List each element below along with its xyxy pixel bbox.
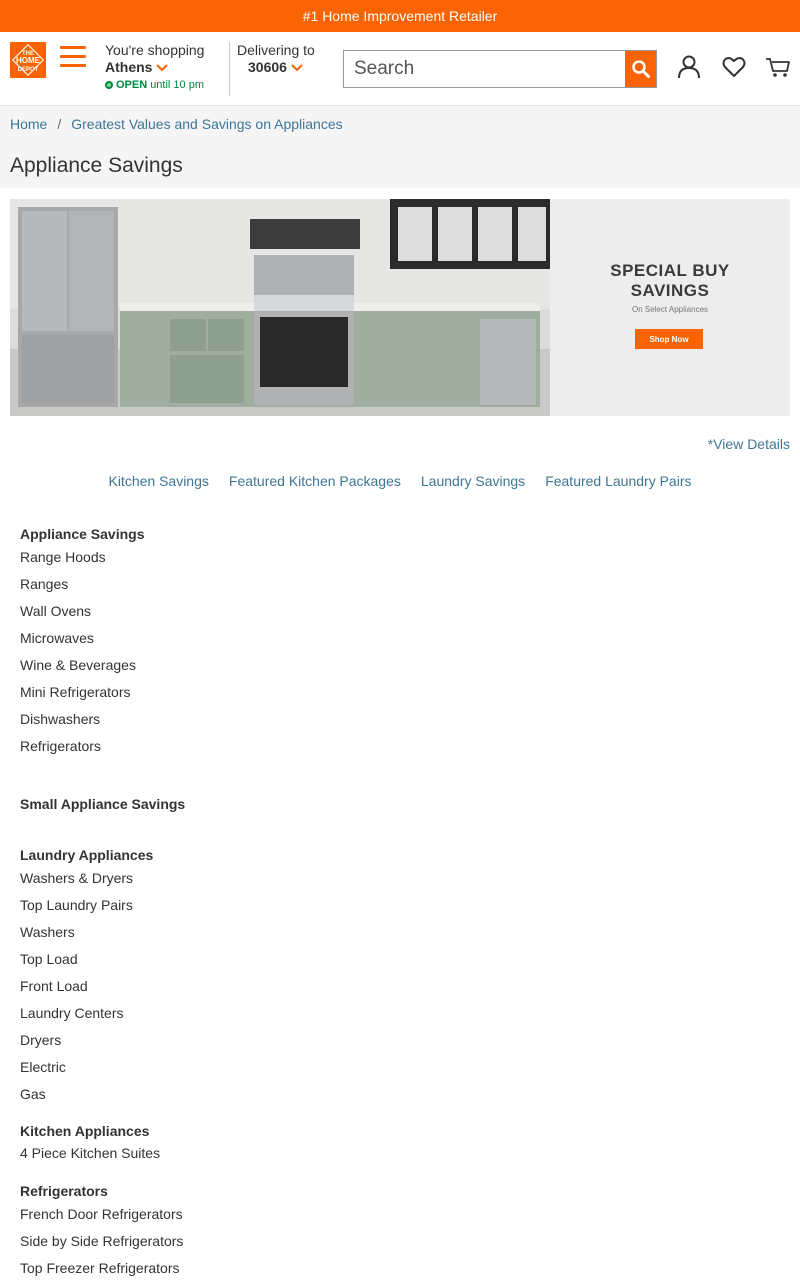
category-link[interactable]: Dryers <box>20 1032 62 1048</box>
promo-topbar <box>0 0 800 32</box>
store-selector[interactable] <box>105 42 225 92</box>
category-heading[interactable]: Refrigerators <box>20 1183 108 1199</box>
category-link[interactable]: Washers & Dryers <box>20 870 134 886</box>
cart-icon[interactable] <box>765 54 791 80</box>
category-link[interactable]: Top Freezer Refrigerators <box>20 1260 180 1276</box>
category-heading[interactable]: Appliance Savings <box>20 526 145 542</box>
category-link[interactable]: Laundry Centers <box>20 1005 124 1021</box>
view-details-link[interactable]: *View Details <box>707 436 790 452</box>
category-kitchen-appliances <box>20 1122 160 1167</box>
search-input[interactable] <box>344 51 625 87</box>
category-link[interactable]: Top Laundry Pairs <box>20 897 133 913</box>
breadcrumb <box>10 116 343 132</box>
account-icon[interactable] <box>676 54 702 80</box>
svg-text:THE: THE <box>22 51 34 57</box>
category-heading[interactable]: Small Appliance Savings <box>20 796 186 812</box>
category-link[interactable]: Wine & Beverages <box>20 657 136 673</box>
delivery-zip: 30606 <box>248 59 287 75</box>
search-bar <box>343 50 657 88</box>
search-icon <box>631 59 651 79</box>
quick-link-laundry-savings[interactable]: Laundry Savings <box>420 473 526 489</box>
category-link[interactable]: Front Load <box>20 978 88 994</box>
heart-icon[interactable] <box>721 54 747 80</box>
category-small-appliance-savings <box>20 795 185 814</box>
category-link[interactable]: Mini Refrigerators <box>20 684 131 700</box>
site-header <box>0 32 800 106</box>
header-divider <box>229 42 230 96</box>
chevron-down-icon <box>156 64 168 72</box>
category-link[interactable]: 4 Piece Kitchen Suites <box>20 1145 161 1161</box>
store-status: OPEN <box>116 79 148 91</box>
category-refrigerators <box>20 1182 183 1280</box>
category-link[interactable]: Refrigerators <box>20 738 101 754</box>
category-link[interactable]: Electric <box>20 1059 66 1075</box>
home-depot-logo[interactable] <box>10 42 46 78</box>
category-link[interactable]: Range Hoods <box>20 549 106 565</box>
shop-now-button[interactable]: Shop Now <box>635 329 703 349</box>
category-link[interactable]: Microwaves <box>20 630 94 646</box>
category-link[interactable]: Dishwashers <box>20 711 101 727</box>
breadcrumb-appliance-savings[interactable]: Greatest Values and Savings on Appliances <box>71 116 343 132</box>
category-link[interactable]: Side by Side Refrigerators <box>20 1233 184 1249</box>
page-title: Appliance Savings <box>10 154 183 177</box>
category-heading[interactable]: Laundry Appliances <box>20 847 154 863</box>
quick-link-kitchen-savings[interactable]: Kitchen Savings <box>108 473 209 489</box>
delivery-selector[interactable] <box>237 42 332 76</box>
svg-text:HOME: HOME <box>16 56 40 65</box>
category-appliance-savings <box>20 525 144 760</box>
promo-subtitle: On Select Appliances <box>631 305 709 314</box>
kitchen-appliances-image <box>10 199 550 416</box>
open-status-icon <box>105 81 113 89</box>
store-name: Athens <box>105 59 153 75</box>
quick-link-featured-kitchen-packages[interactable]: Featured Kitchen Packages <box>228 473 401 489</box>
delivery-label: Delivering to <box>237 42 315 58</box>
page-header-area <box>0 106 800 188</box>
breadcrumb-home[interactable]: Home <box>10 116 48 132</box>
category-link[interactable]: French Door Refrigerators <box>20 1206 183 1222</box>
category-link[interactable]: Top Load <box>20 951 78 967</box>
category-link[interactable]: Wall Ovens <box>20 603 92 619</box>
search-button[interactable] <box>625 51 656 87</box>
category-link[interactable]: Washers <box>20 924 75 940</box>
quick-link-featured-laundry-pairs[interactable]: Featured Laundry Pairs <box>545 473 692 489</box>
hamburger-menu-icon[interactable] <box>60 46 86 70</box>
category-laundry-appliances <box>20 846 153 1108</box>
store-label: You're shopping <box>105 42 205 58</box>
category-heading[interactable]: Kitchen Appliances <box>20 1123 150 1139</box>
promo-banner[interactable] <box>10 199 790 416</box>
promo-title: SPECIAL BUY SAVINGS <box>610 261 730 300</box>
chevron-down-icon <box>291 64 303 72</box>
category-link[interactable]: Gas <box>20 1086 46 1102</box>
breadcrumb-separator: / <box>57 116 62 132</box>
svg-text:DEPOT: DEPOT <box>17 67 39 73</box>
promo-topbar-text: #1 Home Improvement Retailer <box>302 8 498 24</box>
quick-links <box>0 473 800 489</box>
category-link[interactable]: Ranges <box>20 576 69 592</box>
store-hours: until 10 pm <box>150 79 204 91</box>
